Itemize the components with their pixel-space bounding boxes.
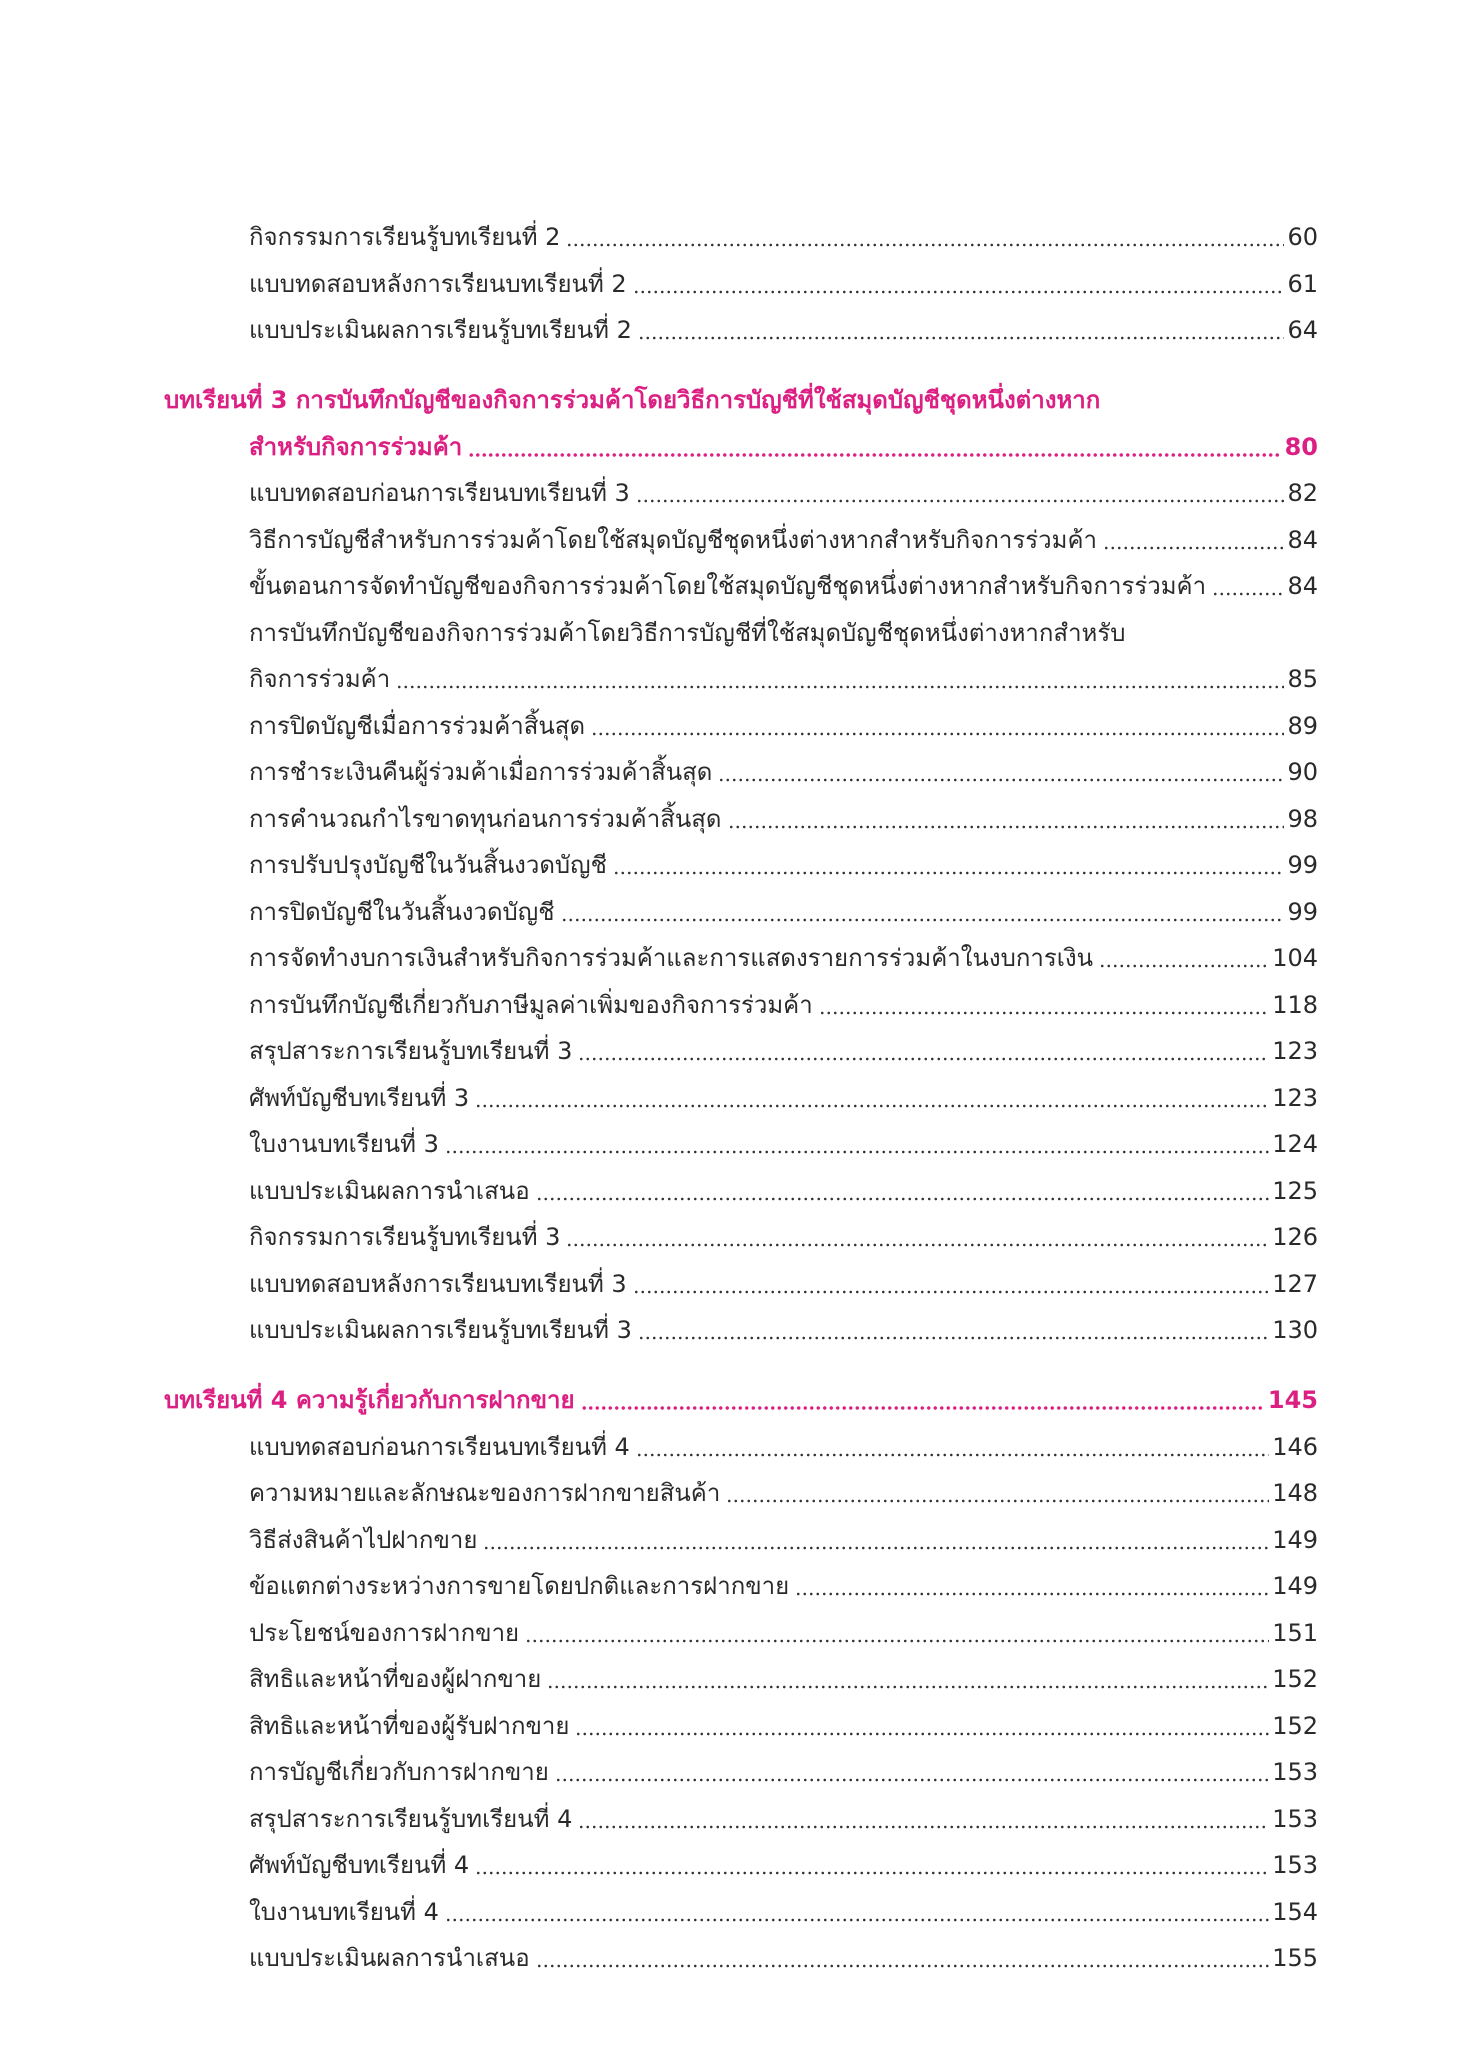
- toc-entry-page: 61: [1287, 269, 1318, 298]
- dot-leader: [566, 214, 1284, 261]
- dot-leader: [1099, 935, 1269, 982]
- toc-entry-title: ประโยชน์ของการฝากขาย: [249, 1618, 520, 1647]
- dot-leader: [1212, 563, 1284, 610]
- toc-entry-page: 146: [1272, 1432, 1318, 1461]
- toc-entry-page: 123: [1272, 1037, 1318, 1065]
- toc-entry-page: 98: [1287, 804, 1318, 833]
- dot-leader: [728, 796, 1285, 843]
- toc-entry: [164, 1424, 1318, 1471]
- toc-entry-page: 104: [1272, 944, 1318, 972]
- toc-entry-page: 82: [1287, 479, 1318, 507]
- toc-entry: [164, 1563, 1318, 1610]
- toc-entry-title: แบบทดสอบก่อนการเรียนบทเรียนที่ 4: [249, 1432, 630, 1461]
- dot-leader: [578, 1796, 1269, 1843]
- toc-entry-page: 152: [1272, 1711, 1318, 1740]
- toc-entry: [164, 982, 1318, 1029]
- toc-entry-title: ศัพท์บัญชีบทเรียนที่ 4: [249, 1851, 470, 1879]
- toc-entry: [164, 517, 1318, 564]
- toc-entry-page: 84: [1287, 525, 1318, 554]
- toc-entry-title: แบบทดสอบหลังการเรียนบทเรียนที่ 2: [249, 269, 627, 298]
- toc-entry: [164, 796, 1318, 843]
- toc-entry-title: ใบงานบทเรียนที่ 4: [249, 1897, 439, 1926]
- toc-entry: [164, 1610, 1318, 1657]
- chapter-4-section: [164, 1377, 1318, 1982]
- dot-leader: [636, 1424, 1269, 1471]
- toc-entry-title: สรุปสาระการเรียนรู้บทเรียนที่ 4: [249, 1804, 573, 1833]
- dot-leader: [445, 1889, 1269, 1936]
- dot-leader: [536, 1935, 1270, 1982]
- toc-entry: [164, 1470, 1318, 1517]
- dot-leader: [638, 1307, 1269, 1354]
- toc-entry-title: การบันทึกบัญชีของกิจการร่วมค้าโดยวิธีการบัญชีที่ใช้สมุดบัญชีชุดหนึ่งต่างหากสำหรับ: [249, 618, 1126, 647]
- toc-entry-title: แบบทดสอบก่อนการเรียนบทเรียนที่ 3: [249, 479, 630, 507]
- toc-entry: [164, 889, 1318, 936]
- toc-entry-page: 154: [1272, 1897, 1318, 1926]
- toc-entry-title: การปรับปรุงบัญชีในวันสิ้นงวดบัญชี: [249, 851, 607, 879]
- toc-entry-page: 151: [1272, 1618, 1318, 1647]
- toc-entry: [164, 470, 1318, 517]
- toc-entry: [164, 842, 1318, 889]
- toc-entry-page: 123: [1272, 1083, 1318, 1112]
- dot-leader: [591, 703, 1284, 750]
- toc-entry: [164, 1749, 1318, 1796]
- toc-entry-page: 99: [1287, 897, 1318, 926]
- dot-leader: [613, 842, 1285, 889]
- toc-entry-title: แบบประเมินผลการเรียนรู้บทเรียนที่ 2: [249, 316, 632, 344]
- chapter-title-continued: สำหรับกิจการร่วมค้า: [249, 432, 463, 461]
- toc-entry-title: ใบงานบทเรียนที่ 3: [249, 1130, 439, 1158]
- toc-entry-title: ศัพท์บัญชีบทเรียนที่ 3: [249, 1083, 470, 1112]
- toc-entry-page: 130: [1272, 1316, 1318, 1344]
- toc-entry: [164, 563, 1318, 610]
- toc-entry-title: วิธีการบัญชีสำหรับการร่วมค้าโดยใช้สมุดบัญชีชุดหนึ่งต่างหากสำหรับกิจการร่วมค้า: [249, 525, 1097, 554]
- toc-entry-title: สิทธิและหน้าที่ของผู้รับฝากขาย: [249, 1711, 570, 1740]
- toc-entry-page: 89: [1287, 711, 1318, 740]
- dot-leader: [445, 1121, 1269, 1168]
- dot-leader: [726, 1470, 1269, 1517]
- toc-entry-title: แบบประเมินผลการเรียนรู้บทเรียนที่ 3: [249, 1316, 632, 1344]
- toc-entry-page: 85: [1287, 665, 1318, 693]
- toc-entry: [164, 1075, 1318, 1122]
- toc-entry: [164, 1889, 1318, 1936]
- toc-entry-page: 84: [1287, 572, 1318, 600]
- toc-entry: [164, 1796, 1318, 1843]
- dot-leader: [475, 1075, 1269, 1122]
- toc-entry-page: 125: [1272, 1176, 1318, 1205]
- toc-entry-page: 124: [1272, 1130, 1318, 1158]
- toc-entry-page: 99: [1287, 851, 1318, 879]
- dot-leader: [1103, 517, 1284, 564]
- toc-entry-title: การชำระเงินคืนผู้ร่วมค้าเมื่อการร่วมค้าสิ้นสุด: [249, 758, 713, 786]
- toc-entry: [164, 1028, 1318, 1075]
- toc-entry-page: 64: [1287, 316, 1318, 344]
- dot-leader: [819, 982, 1270, 1029]
- toc-entry: [164, 1935, 1318, 1982]
- toc-entry-title: การคำนวณกำไรขาดทุนก่อนการร่วมค้าสิ้นสุด: [249, 804, 722, 833]
- toc-entry-page: 152: [1272, 1665, 1318, 1693]
- dot-leader: [525, 1610, 1269, 1657]
- toc-entry-page: 155: [1272, 1944, 1318, 1972]
- dot-leader: [638, 307, 1285, 354]
- toc-entry-title: วิธีส่งสินค้าไปฝากขาย: [249, 1525, 478, 1554]
- toc-entry-title: การบัญชีเกี่ยวกับการฝากขาย: [249, 1758, 549, 1786]
- chapter-3-heading: [164, 377, 1318, 424]
- table-of-contents: [164, 214, 1318, 1982]
- toc-entry: [164, 1261, 1318, 1308]
- toc-entry-title: การจัดทำงบการเงินสำหรับกิจการร่วมค้าและการแสดงรายการร่วมค้าในงบการเงิน: [249, 944, 1094, 972]
- chapter-3-section: [164, 377, 1318, 1354]
- toc-entry-title: การปิดบัญชีเมื่อการร่วมค้าสิ้นสุด: [249, 711, 586, 740]
- dot-leader: [633, 261, 1285, 308]
- dot-leader: [633, 1261, 1270, 1308]
- dot-leader: [536, 1168, 1270, 1215]
- toc-entry: [164, 1517, 1318, 1564]
- toc-entry-page: 148: [1272, 1479, 1318, 1507]
- dot-leader: [795, 1563, 1269, 1610]
- chapter-page-number: 145: [1267, 1386, 1318, 1414]
- toc-entry-title: แบบประเมินผลการนำเสนอ: [249, 1176, 530, 1205]
- chapter-2-tail-section: [164, 214, 1318, 354]
- chapter-3-heading-continued: [164, 424, 1318, 471]
- toc-entry-page: 149: [1272, 1572, 1318, 1600]
- toc-entry-title: แบบประเมินผลการนำเสนอ: [249, 1944, 530, 1972]
- toc-entry: [164, 1121, 1318, 1168]
- toc-entry-page: 127: [1272, 1269, 1318, 1298]
- toc-entry-page: 126: [1272, 1223, 1318, 1251]
- toc-entry: [164, 1842, 1318, 1889]
- dot-leader: [547, 1656, 1269, 1703]
- toc-entry-title: ข้อแตกต่างระหว่างการขายโดยปกติและการฝากขาย: [249, 1572, 790, 1600]
- toc-entry: [164, 703, 1318, 750]
- toc-entry-title: การปิดบัญชีในวันสิ้นงวดบัญชี: [249, 897, 555, 926]
- chapter-4-heading: [164, 1377, 1318, 1424]
- dot-leader: [561, 889, 1285, 936]
- toc-entry: [164, 307, 1318, 354]
- toc-entry-title-continued: กิจการร่วมค้า: [249, 665, 391, 693]
- chapter-page-number: 80: [1284, 432, 1318, 461]
- dot-leader: [575, 1703, 1269, 1750]
- toc-entry-page: 90: [1287, 758, 1318, 786]
- toc-entry: [164, 261, 1318, 308]
- toc-entry: [164, 1703, 1318, 1750]
- toc-entry: [164, 214, 1318, 261]
- toc-entry-page: 153: [1272, 1804, 1318, 1833]
- toc-entry: [164, 1656, 1318, 1703]
- dot-leader: [581, 1377, 1265, 1424]
- dot-leader: [578, 1028, 1269, 1075]
- toc-entry-title: กิจกรรมการเรียนรู้บทเรียนที่ 3: [249, 1223, 561, 1251]
- dot-leader: [396, 656, 1284, 703]
- toc-entry-title: กิจกรรมการเรียนรู้บทเรียนที่ 2: [249, 223, 561, 251]
- toc-entry-title: ความหมายและลักษณะของการฝากขายสินค้า: [249, 1479, 721, 1507]
- toc-entry-page: 118: [1272, 990, 1318, 1019]
- toc-entry-title: สรุปสาระการเรียนรู้บทเรียนที่ 3: [249, 1037, 573, 1065]
- toc-entry-title: ขั้นตอนการจัดทำบัญชีของกิจการร่วมค้าโดยใช้สมุดบัญชีชุดหนึ่งต่างหากสำหรับกิจการร่วมค้า: [249, 572, 1207, 600]
- toc-entry-page: 153: [1272, 1758, 1318, 1786]
- toc-entry-wrapped-line: [164, 610, 1318, 657]
- toc-entry: [164, 935, 1318, 982]
- dot-leader: [636, 470, 1285, 517]
- toc-entry-page: 153: [1272, 1851, 1318, 1879]
- toc-entry: [164, 1214, 1318, 1261]
- toc-entry: [164, 1307, 1318, 1354]
- dot-leader: [718, 749, 1284, 796]
- chapter-title: บทเรียนที่ 4 ความรู้เกี่ยวกับการฝากขาย: [164, 1386, 575, 1414]
- toc-entry: [164, 749, 1318, 796]
- dot-leader: [475, 1842, 1269, 1889]
- dot-leader: [468, 424, 1281, 471]
- toc-entry-title: สิทธิและหน้าที่ของผู้ฝากขาย: [249, 1665, 542, 1693]
- toc-entry-page: 60: [1287, 223, 1318, 251]
- toc-entry-title: แบบทดสอบหลังการเรียนบทเรียนที่ 3: [249, 1269, 627, 1298]
- chapter-title: บทเรียนที่ 3 การบันทึกบัญชีของกิจการร่วมค้าโดยวิธีการบัญชีที่ใช้สมุดบัญชีชุดหนึ่งต่างหาก: [164, 386, 1101, 414]
- toc-entry: [164, 656, 1318, 703]
- dot-leader: [566, 1214, 1269, 1261]
- dot-leader: [483, 1517, 1269, 1564]
- toc-entry-title: การบันทึกบัญชีเกี่ยวกับภาษีมูลค่าเพิ่มของกิจการร่วมค้า: [249, 990, 813, 1019]
- dot-leader: [555, 1749, 1269, 1796]
- toc-entry: [164, 1168, 1318, 1215]
- toc-entry-page: 149: [1272, 1525, 1318, 1554]
